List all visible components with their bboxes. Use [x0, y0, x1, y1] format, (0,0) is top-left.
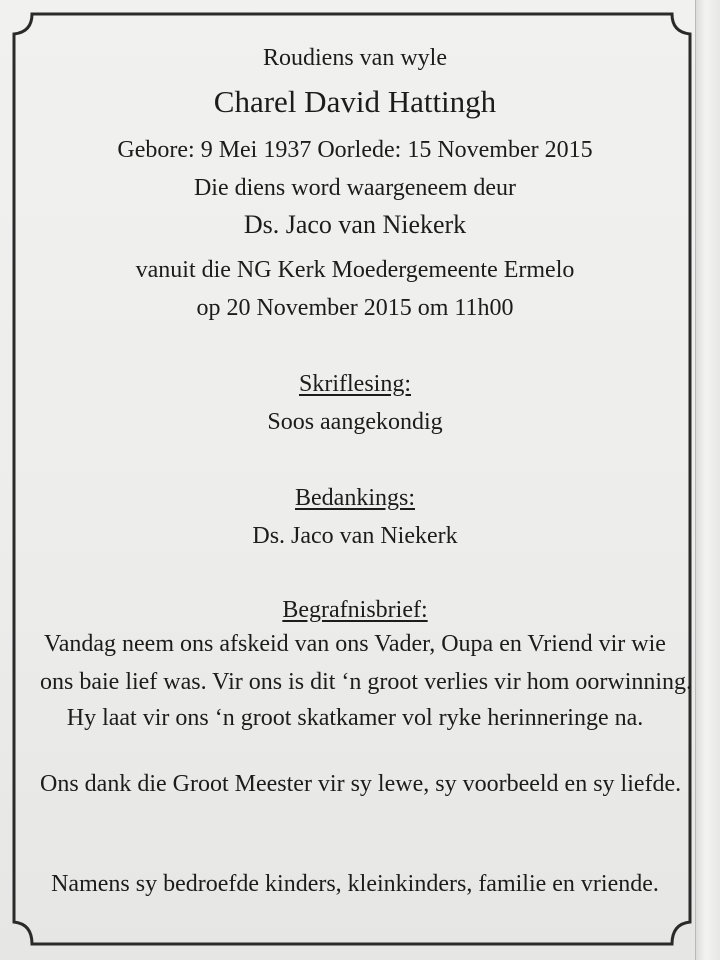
minister-name: Ds. Jaco van Niekerk	[243, 210, 467, 239]
thanks-text: Ds. Jaco van Niekerk	[252, 523, 458, 549]
adjacent-page-edge	[695, 0, 720, 960]
reading-text: Soos aangekondig	[267, 409, 443, 435]
letter-line: Hy laat vir ons ‘n groot skatkamer vol ryke herinneringe na.	[66, 705, 644, 731]
letter-heading: Begrafnisbrief:	[282, 597, 428, 623]
deceased-name: Charel David Hattingh	[213, 84, 497, 119]
intro-line: Roudiens van wyle	[263, 45, 447, 71]
closing-line: Namens sy bedroefde kinders, kleinkinders, familie en vriende.	[51, 871, 659, 897]
service-datetime: op 20 November 2015 om 11h00	[196, 295, 514, 321]
thanks-heading: Bedankings:	[295, 485, 415, 511]
birth-death-dates: Gebore: 9 Mei 1937 Oorlede: 15 November 2015	[117, 137, 593, 163]
programme-text	[40, 0, 693, 960]
letter-line: Ons dank die Groot Meester vir sy lewe, sy voorbeeld en sy liefde.	[40, 771, 682, 797]
reading-heading: Skriflesing:	[299, 371, 411, 397]
letter-line: Vandag neem ons afskeid van ons Vader, Oupa en Vriend vir wie	[44, 631, 666, 657]
service-line: Die diens word waargeneem deur	[193, 175, 517, 201]
letter-line: ons baie lief was. Vir ons is dit ‘n groot verlies vir hom oorwinning.	[40, 669, 693, 695]
venue-line: vanuit die NG Kerk Moedergemeente Ermelo	[135, 257, 575, 283]
